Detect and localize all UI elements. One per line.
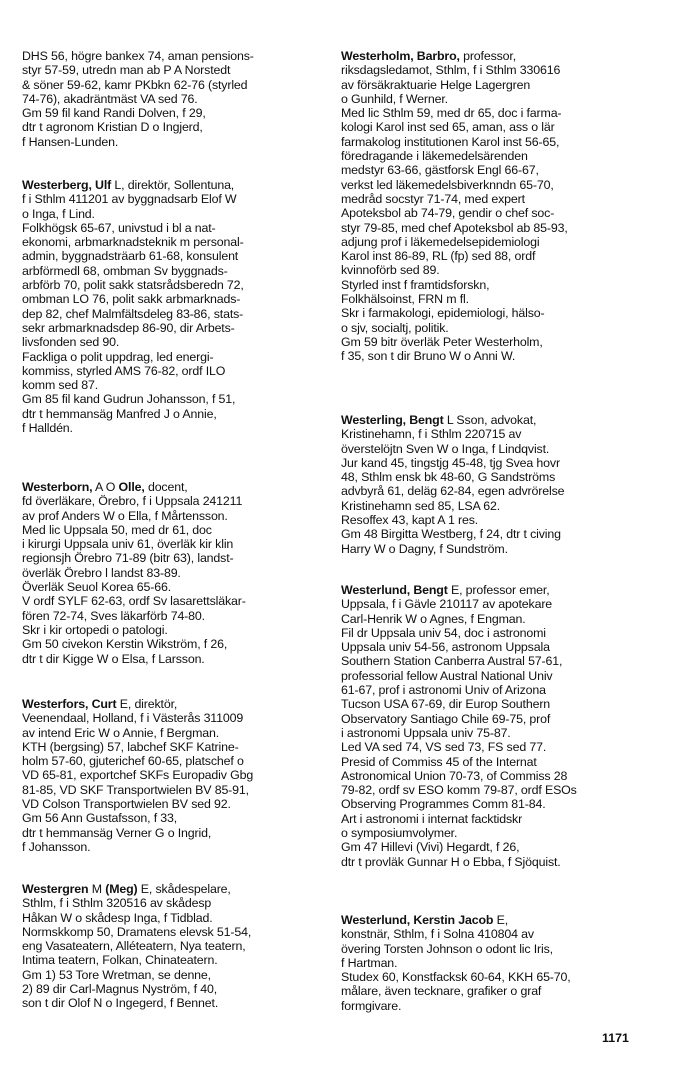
entry-line: [22, 364, 332, 378]
entry-line: [22, 135, 332, 149]
entry-westergren-m-meg: [22, 882, 332, 1011]
entry-line: [341, 135, 651, 149]
entry-text: advbyrå 61, deläg 62-84, egen advrörelse: [341, 484, 565, 499]
entry-line: [341, 163, 651, 177]
entry-text: Uppsala, f i Gävle 210117 av apotekare: [341, 597, 553, 612]
entry-westerberg-ulf: [22, 178, 332, 435]
entry-line: [341, 669, 651, 683]
entry-name: Westergren: [22, 882, 89, 896]
entry-line: [22, 783, 332, 797]
entry-line: [22, 697, 332, 711]
entry-text: Kristinehamn, f i Sthlm 220715 av: [341, 427, 522, 442]
entry-text: i astronomi Uppsala univ 75-87.: [341, 725, 511, 740]
entry-line: [341, 840, 651, 854]
entry-text: Art i astronomi i internat facktidskr: [341, 811, 523, 826]
entry-nickname: (Meg): [105, 882, 138, 896]
entry-text: Normskkomp 50, Dramatens elevsk 51-54,: [22, 924, 252, 939]
entry-text: sekr arbmarknadsdep 86-90, dir Arbets-: [22, 320, 235, 335]
entry-text: E,: [493, 913, 509, 927]
entry-text: eng Vasateatern, Alléteatern, Nya teatern,: [22, 939, 246, 954]
entry-line: [22, 594, 332, 608]
entry-line: [22, 840, 332, 854]
entry-line: [22, 494, 332, 508]
entry-text: Skr i kir ortopedi o patologi.: [22, 622, 168, 637]
entry-text: Observing Programmes Comm 81-84.: [341, 797, 546, 812]
entry-line: [22, 882, 332, 896]
entry-text: Sthlm, f i Sthlm 320516 av skådesp: [22, 896, 212, 911]
entry-name: Westerlund, Bengt: [341, 583, 448, 597]
entry-text: Observatory Santiago Chile 69-75, prof: [341, 711, 551, 726]
entry-text: E, professor emer,: [447, 583, 550, 597]
entry-westerfors-curt: [22, 697, 332, 854]
entry-text: E, direktör,: [116, 697, 178, 711]
entry-text: Styrled inst f framtidsforskn,: [341, 277, 490, 292]
entry-line: [22, 63, 332, 77]
entry-line: [341, 206, 651, 220]
entry-text: Apoteksbol ab 74-79, gendir o chef soc-: [341, 206, 555, 221]
entry-line: [341, 499, 651, 513]
entry-name-part: M: [88, 882, 106, 896]
entry-text: Presid of Commiss 45 of the Internat: [341, 754, 537, 769]
entry-text: Jur kand 45, tingstjg 45-48, tjg Svea hovr: [341, 455, 560, 470]
entry-text: arbförb 70, polit sakk statsrådsberedn 72,: [22, 278, 244, 293]
entry-line: [22, 623, 332, 637]
entry-text: fören 72-74, Sves läkarförb 74-80.: [22, 608, 205, 623]
entry-line: [341, 263, 651, 277]
entry-line: [22, 768, 332, 782]
entry-text: Med lic Sthlm 59, med dr 65, doc i farma-: [341, 106, 562, 121]
entry-text: 2) 89 dir Carl-Magnus Nyström, f 40,: [22, 982, 217, 997]
entry-text: dtr t provläk Gunnar H o Ebba, f Sjöquist.: [341, 854, 561, 869]
entry-line: [22, 49, 332, 63]
entry-line: [22, 551, 332, 565]
entry-text: Southern Station Canberra Austral 57-61,: [341, 654, 563, 669]
entry-line: [341, 755, 651, 769]
entry-line: [22, 537, 332, 551]
entry-text: f Hansen-Lunden.: [22, 134, 119, 149]
entry-line: [341, 740, 651, 754]
entry-line: [22, 78, 332, 92]
entry-line: [22, 249, 332, 263]
entry-line: [22, 580, 332, 594]
entry-text: Fackliga o polit uppdrag, led energi-: [22, 349, 214, 364]
entry-line: [22, 292, 332, 306]
entry-line: [341, 640, 651, 654]
entry-line: [22, 378, 332, 392]
entry-line: [341, 63, 651, 77]
entry-westerholm-barbro: [341, 49, 651, 364]
entry-line: [341, 999, 651, 1013]
entry-line: [341, 984, 651, 998]
entry-line: [22, 740, 332, 754]
entry-text: av intend Eric W o Annie, f Bergman.: [22, 725, 220, 740]
entry-text: 79-82, ordf sv ESO komm 79-87, ordf ESOs: [341, 783, 577, 798]
entry-text: 48, Sthlm ensk bk 48-60, G Sandströms: [341, 470, 556, 485]
entry-text: o symposiumvolymer.: [341, 826, 458, 841]
entry-text: dtr t hemmansäg Manfred J o Annie,: [22, 406, 217, 421]
entry-text: Gm 56 Ann Gustafsson, f 33,: [22, 811, 178, 826]
entry-line: [341, 235, 651, 249]
entry-text: Folkhälsoinst, FRN m fl.: [341, 292, 469, 307]
entry-text: livsfonden sed 90.: [22, 335, 120, 350]
entry-text: formgivare.: [341, 998, 402, 1013]
entry-line: [341, 612, 651, 626]
entry-text: KTH (bergsing) 57, labchef SKF Katrine-: [22, 739, 239, 754]
entry-line: [22, 92, 332, 106]
entry-text: Karol inst 86-89, RL (fp) sed 88, ordf: [341, 249, 536, 264]
entry-line: [22, 106, 332, 120]
entry-text: dtr t dir Kigge W o Elsa, f Larsson.: [22, 651, 205, 666]
entry-text: & söner 59-62, kamr PKbkn 62-76 (styrled: [22, 77, 248, 92]
entry-text: Tucson USA 67-69, dir Europ Southern: [341, 697, 551, 712]
entry-line: [341, 769, 651, 783]
entry-text: Gm 59 fil kand Randi Dolven, f 29,: [22, 106, 206, 121]
entry-text: Med lic Uppsala 50, med dr 61, doc: [22, 522, 212, 537]
entry-text: 81-85, VD SKF Transportwielen BV 85-91,: [22, 782, 249, 797]
entry-text: f Hartman.: [341, 955, 398, 970]
entry-text: styr 79-85, med chef Apoteksbol ab 85-93,: [341, 220, 568, 235]
entry-westerlund-bengt: [341, 583, 651, 869]
entry-text: L Sson, advokat,: [443, 413, 537, 427]
entry-line: [341, 654, 651, 668]
entry-text: regionsjh Örebro 71-89 (bitr 63), landst-: [22, 551, 234, 566]
entry-text: föredragande i läkemedelsärenden: [341, 149, 528, 164]
entry-text: VD 65-81, exportchef SKFs Europadiv Gbg: [22, 768, 254, 783]
entry-line: [341, 484, 651, 498]
entry-westerling-bengt: [341, 413, 651, 556]
entry-line: [22, 968, 332, 982]
entry-name-part: A O: [92, 480, 119, 494]
entry-text: övering Torsten Johnson o odont lic Iris,: [341, 941, 553, 956]
entry-line: [22, 925, 332, 939]
entry-nickname: Olle,: [118, 480, 145, 494]
entry-line: [341, 49, 651, 63]
entry-name: Westerholm, Barbro,: [341, 49, 460, 63]
entry-text: f Johansson.: [22, 839, 91, 854]
entry-text: Veenendaal, Holland, f i Västerås 311009: [22, 711, 244, 726]
entry-line: [341, 855, 651, 869]
entry-line: [341, 349, 651, 363]
entry-text: medråd socstyr 71-74, med expert: [341, 191, 525, 206]
entry-line: [341, 826, 651, 840]
entry-line: [341, 292, 651, 306]
entry-line: [341, 78, 651, 92]
entry-text: o Inga, f Lind.: [22, 206, 95, 221]
entry-text: Gm 59 bitr överläk Peter Westerholm,: [341, 334, 543, 349]
entry-line: [341, 456, 651, 470]
entry-line: [22, 566, 332, 580]
entry-text: V ordf SYLF 62-63, ordf Sv lasarettsläkar-: [22, 594, 246, 609]
entry-text: f i Sthlm 411201 av byggnadsarb Elof W: [22, 192, 237, 207]
entry-line: [22, 652, 332, 666]
entry-text: Astronomical Union 70-73, of Commiss 28: [341, 768, 568, 783]
entry-line: [341, 942, 651, 956]
entry-line: [22, 221, 332, 235]
entry-text: Harry W o Dagny, f Sundström.: [341, 541, 508, 556]
entry-line: [341, 249, 651, 263]
entry-line: [22, 509, 332, 523]
entry-text: 74-76), akadräntmäst VA sed 76.: [22, 91, 198, 106]
entry-line: [341, 583, 651, 597]
entry-line: [22, 996, 332, 1010]
entry-text: professor,: [459, 49, 516, 63]
entry-line: [22, 480, 332, 494]
entry-line: [341, 192, 651, 206]
entry-line: [22, 421, 332, 435]
entry-text: styr 57-59, utredn man ab P A Norstedt: [22, 63, 231, 78]
entry-line: [341, 92, 651, 106]
entry-text: av prof Anders W o Ella, f Mårtensson.: [22, 508, 228, 523]
entry-name: Westerling, Bengt: [341, 413, 444, 427]
entry-line: [22, 335, 332, 349]
entry-line: [22, 307, 332, 321]
entry-text: docent,: [144, 480, 188, 494]
entry-line: [22, 726, 332, 740]
entry-line: [341, 413, 651, 427]
entry-name: Westerberg, Ulf: [22, 178, 112, 192]
entry-line: [341, 812, 651, 826]
entry-text: kvinnoförb sed 89.: [341, 263, 440, 278]
entry-line: [341, 149, 651, 163]
entry-line: [341, 797, 651, 811]
entry-line: [22, 609, 332, 623]
entry-text: Skr i farmakologi, epidemiologi, hälso-: [341, 306, 545, 321]
entry-text: i kirurgi Uppsala univ 61, överläk kir klin: [22, 537, 234, 552]
entry-text: Kristinehamn sed 85, LSA 62.: [341, 498, 501, 513]
entry-line: [341, 278, 651, 292]
entry-line: [22, 120, 332, 134]
entry-line: [22, 982, 332, 996]
entry-text: kologi Karol inst sed 65, aman, ass o lär: [341, 120, 555, 135]
entry-text: VD Colson Transportwielen BV sed 92.: [22, 797, 231, 812]
entry-text: f Halldén.: [22, 421, 73, 436]
entry-line: [341, 513, 651, 527]
entry-line: [22, 939, 332, 953]
entry-line: [341, 321, 651, 335]
entry-text: adjung prof i läkemedelsepidemiologi: [341, 234, 540, 249]
entry-line: [22, 207, 332, 221]
entry-line: [22, 278, 332, 292]
entry-text: DHS 56, högre bankex 74, aman pensions-: [22, 49, 254, 63]
entry-line: [341, 683, 651, 697]
entry-line: [341, 697, 651, 711]
entry-name: Westerlund, Kerstin Jacob: [341, 913, 494, 927]
entry-text: Uppsala univ 54-56, astronom Uppsala: [341, 640, 550, 655]
entry-text: Led VA sed 74, VS sed 73, FS sed 77.: [341, 740, 547, 755]
entry-line: [341, 106, 651, 120]
entry-line: [22, 896, 332, 910]
entry-line: [341, 927, 651, 941]
entry-text: Gm 1) 53 Tore Wretman, se denne,: [22, 967, 211, 982]
entry-line: [341, 306, 651, 320]
entry-line: [341, 542, 651, 556]
entry-line: [22, 321, 332, 335]
entry-text: Håkan W o skådesp Inga, f Tidblad.: [22, 910, 213, 925]
entry-text: arbförmedl 68, ombman Sv byggnads-: [22, 263, 228, 278]
entry-text: överstelöjtn Sven W o Inga, f Lindqvist.: [341, 441, 550, 456]
entry-line: [22, 797, 332, 811]
entry-westerborn-a-o-olle: [22, 480, 332, 666]
entry-text: holm 57-60, gjuterichef 60-65, platschef o: [22, 754, 244, 769]
entry-text: o sjv, socialtj, politik.: [341, 320, 449, 335]
entry-text: Resoffex 43, kapt A 1 res.: [341, 513, 479, 528]
entry-text: ekonomi, arbmarknadsteknik m personal-: [22, 235, 244, 250]
entry-line: [341, 913, 651, 927]
page-number: 1171: [602, 1031, 629, 1045]
entry-text: kommiss, styrled AMS 76-82, ordf ILO: [22, 363, 226, 378]
entry-line: [22, 392, 332, 406]
entry-text: admin, byggnadsträarb 61-68, konsulent: [22, 249, 239, 264]
entry-line: [22, 192, 332, 206]
entry-text: 61-67, prof i astronomi Univ of Arizona: [341, 683, 546, 698]
entry-text: Folkhögsk 65-67, univstud i bl a nat-: [22, 220, 216, 235]
entry-text: f 35, son t dir Bruno W o Anni W.: [341, 349, 516, 364]
entry-text: dep 82, chef Malmfältsdeleg 83-86, stats-: [22, 306, 244, 321]
entry-line: [341, 956, 651, 970]
entry-text: målare, även tecknare, grafiker o graf: [341, 984, 542, 999]
entry-line: [341, 970, 651, 984]
entry-line: [22, 264, 332, 278]
entry-line: [22, 754, 332, 768]
entry-text: o Gunhild, f Werner.: [341, 91, 448, 106]
entry-text: konstnär, Sthlm, f i Solna 410804 av: [341, 927, 534, 942]
entry-text: komm sed 87.: [22, 378, 99, 393]
entry-line: [341, 335, 651, 349]
entry-line: [341, 427, 651, 441]
entry-text: dtr t hemmansäg Verner G o Ingrid,: [22, 825, 212, 840]
entry-line: [22, 637, 332, 651]
entry-line: [341, 120, 651, 134]
entry-line: [341, 527, 651, 541]
entry-line: [341, 470, 651, 484]
entry-continued: [22, 49, 332, 149]
entry-text: Gm 48 Birgitta Westberg, f 24, dtr t civing: [341, 527, 561, 542]
entry-line: [22, 711, 332, 725]
entry-westerlund-kerstin-jacob: [341, 913, 651, 1013]
entry-text: medstyr 63-66, gästforsk Engl 66-67,: [341, 163, 539, 178]
entry-text: farmakolog institutionen Karol inst 56-65,: [341, 134, 560, 149]
entry-line: [341, 712, 651, 726]
entry-text: L, direktör, Sollentuna,: [111, 178, 235, 192]
entry-text: E, skådespelare,: [137, 882, 231, 896]
entry-text: fd överläkare, Örebro, f i Uppsala 241211: [22, 494, 243, 509]
entry-text: Carl-Henrik W o Agnes, f Engman.: [341, 611, 526, 626]
entry-name: Westerborn,: [22, 480, 93, 494]
entry-line: [22, 407, 332, 421]
entry-line: [341, 221, 651, 235]
entry-text: Gm 85 fil kand Gudrun Johansson, f 51,: [22, 392, 236, 407]
entry-text: Överläk Seuol Korea 65-66.: [22, 580, 172, 595]
entry-text: Gm 50 civekon Kerstin Wikström, f 26,: [22, 637, 228, 652]
entry-line: [22, 350, 332, 364]
entry-line: [22, 953, 332, 967]
entry-line: [341, 597, 651, 611]
entry-text: överläk Örebro l landst 83-89.: [22, 565, 181, 580]
entry-line: [22, 178, 332, 192]
entry-line: [341, 442, 651, 456]
entry-line: [22, 911, 332, 925]
entry-text: Fil dr Uppsala univ 54, doc i astronomi: [341, 625, 546, 640]
entry-text: Intima teatern, Folkan, Chinateatern.: [22, 953, 218, 968]
entry-line: [22, 811, 332, 825]
entry-text: dtr t agronom Kristian D o Ingjerd,: [22, 120, 203, 135]
entry-text: son t dir Olof N o Ingegerd, f Bennet.: [22, 996, 219, 1011]
entry-line: [341, 626, 651, 640]
entry-line: [341, 178, 651, 192]
entry-text: professorial fellow Austral National Univ: [341, 668, 553, 683]
entry-text: riksdagsledamot, Sthlm, f i Sthlm 330616: [341, 63, 561, 78]
entry-text: Gm 47 Hillevi (Vivi) Hegardt, f 26,: [341, 840, 520, 855]
entry-line: [22, 235, 332, 249]
entry-line: [22, 826, 332, 840]
entry-text: Studex 60, Konstfacksk 60-64, KKH 65-70,: [341, 970, 571, 985]
entry-name: Westerfors, Curt: [22, 697, 117, 711]
entry-text: verkst led läkemedelsbiverknndn 65-70,: [341, 177, 554, 192]
entry-text: ombman LO 76, polit sakk arbmarknads-: [22, 292, 241, 307]
entry-line: [341, 726, 651, 740]
entry-line: [22, 523, 332, 537]
entry-text: av försäkraktuarie Helge Lagergren: [341, 77, 531, 92]
entry-line: [341, 783, 651, 797]
